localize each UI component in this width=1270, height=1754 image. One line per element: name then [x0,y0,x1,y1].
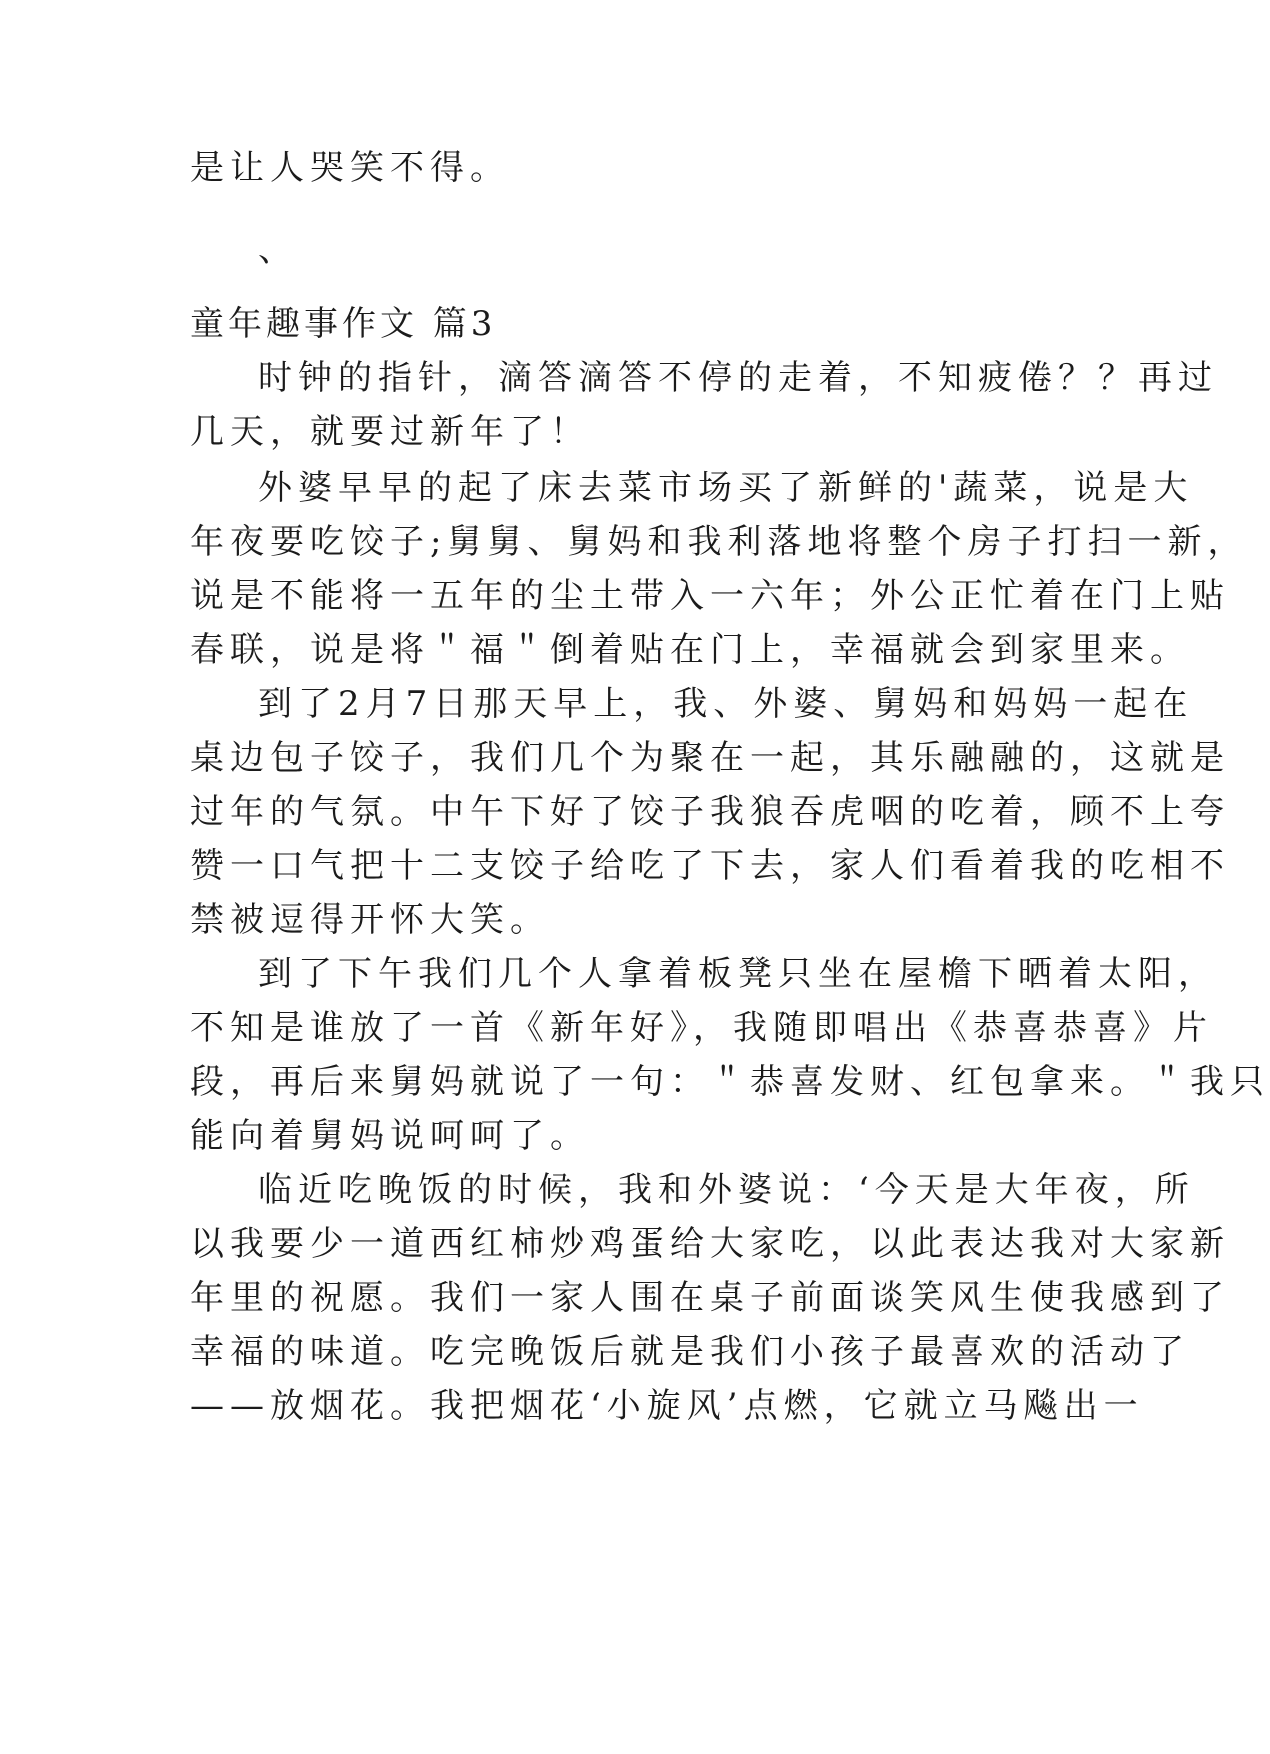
paragraph-line: 不知是谁放了一首《新年好》，我随即唱出《恭喜恭喜》片 [190,1008,1213,1048]
paragraph-line: 赞一口气把十二支饺子给吃了下去，家人们看着我的吃相不 [190,846,1230,886]
paragraph-line: ——放烟花。我把烟花‘小旋风’点燃，它就立马飚出一 [190,1386,1144,1426]
paragraph-line: 几天，就要过新年了！ [190,412,590,452]
paragraph-line: 年夜要吃饺子;舅舅、舅妈和我利落地将整个房子打扫一新， [190,522,1248,562]
paragraph-line: 春联，说是将＂福＂倒着贴在门上，幸福就会到家里来。 [190,630,1190,670]
section-heading: 童年趣事作文 篇3 [190,304,497,344]
paragraph-line: 以我要少一道西红柿炒鸡蛋给大家吃，以此表达我对大家新 [190,1224,1230,1264]
paragraph-line: 临近吃晚饭的时候，我和外婆说：‘今天是大年夜，所 [258,1170,1195,1210]
paragraph-line: 幸福的味道。吃完晚饭后就是我们小孩子最喜欢的活动了 [190,1332,1190,1372]
paragraph-line: 时钟的指针，滴答滴答不停的走着，不知疲倦？？再过 [258,358,1218,398]
paragraph-line: 外婆早早的起了床去菜市场买了新鲜的'蔬菜，说是大 [258,468,1194,508]
paragraph-line: 到了2月7日那天早上，我、外婆、舅妈和妈妈一起在 [258,684,1194,724]
text-line: 是让人哭笑不得。 [190,148,510,188]
paragraph-line: 过年的气氛。中午下好了饺子我狼吞虎咽的吃着，顾不上夸 [190,792,1230,832]
stray-mark: 、 [258,230,292,270]
paragraph-line: 禁被逗得开怀大笑。 [190,900,550,940]
paragraph-line: 年里的祝愿。我们一家人围在桌子前面谈笑风生使我感到了 [190,1278,1230,1318]
paragraph-line: 能向着舅妈说呵呵了。 [190,1116,590,1156]
paragraph-line: 桌边包子饺子，我们几个为聚在一起，其乐融融的，这就是 [190,738,1230,778]
paragraph-line: 段，再后来舅妈就说了一句：＂恭喜发财、红包拿来。＂我只 [190,1062,1270,1102]
paragraph-line: 到了下午我们几个人拿着板凳只坐在屋檐下晒着太阳， [258,954,1218,994]
paragraph-line: 说是不能将一五年的尘土带入一六年；外公正忙着在门上贴 [190,576,1230,616]
